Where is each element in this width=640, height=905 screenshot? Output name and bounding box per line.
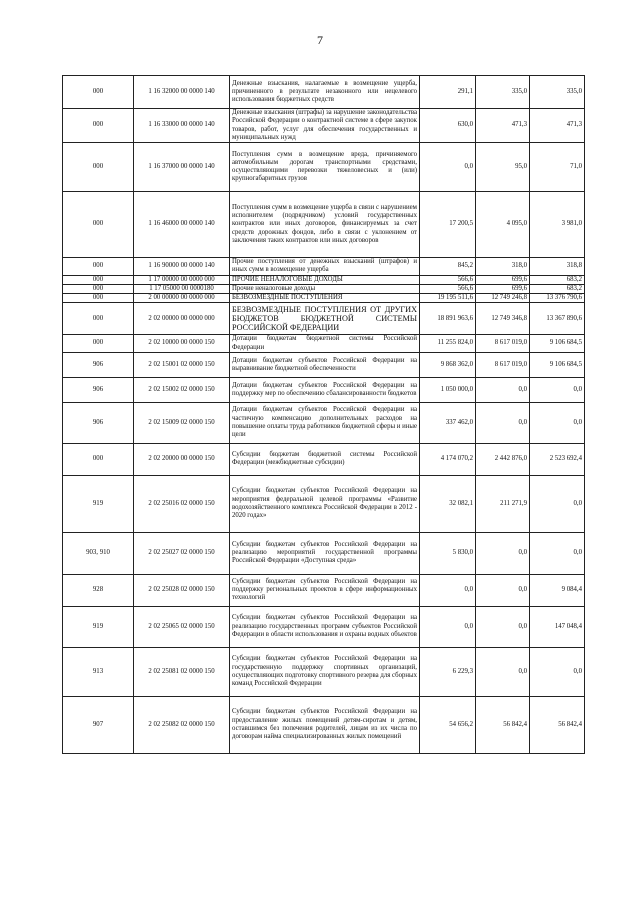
- admin-code-cell: 913: [63, 647, 134, 696]
- amount-year2-cell: 0,0: [476, 647, 530, 696]
- admin-code-cell: 906: [63, 352, 134, 377]
- admin-code-cell: 903, 910: [63, 532, 134, 574]
- classification-code-cell: 1 17 00000 00 0000 000: [134, 275, 230, 284]
- amount-year2-cell: 8 617 019,0: [476, 335, 530, 353]
- classification-code-cell: 2 02 25027 02 0000 150: [134, 532, 230, 574]
- table-row: [63, 275, 585, 284]
- amount-year2-cell: 0,0: [476, 377, 530, 402]
- table-row: [63, 303, 585, 335]
- amount-year2-cell: 4 095,0: [476, 192, 530, 258]
- revenue-name-cell: Субсидии бюджетам субъектов Российской Федерации на реализацию мероприятий государственной программы Российской Федерации «Доступная среда»: [230, 532, 420, 574]
- admin-code-cell: 000: [63, 275, 134, 284]
- admin-code-cell: 000: [63, 284, 134, 293]
- amount-year3-cell: 0,0: [530, 647, 585, 696]
- amount-year3-cell: 9 106 684,5: [530, 352, 585, 377]
- page-number: 7: [317, 33, 323, 47]
- revenue-name-cell: Поступления сумм в возмещение ущерба в связи с нарушением исполнителем (подрядчиком) условий государственных контрактов или иных договоров, финансируемых за счет средств дорожных фондов, либо в связи с уклонением от заключения таких контрактов или иных договоров: [230, 192, 420, 258]
- revenue-name-cell: Денежные взыскания (штрафы) за нарушение законодательства Российской Федерации о контрактной системе в сфере закупок товаров, работ, услуг для обеспечения государственных и муниципальных нужд: [230, 109, 420, 143]
- admin-code-cell: 000: [63, 303, 134, 335]
- classification-code-cell: 2 02 15001 02 0000 150: [134, 352, 230, 377]
- revenue-name-cell: Субсидии бюджетам субъектов Российской Федерации на предоставление жилых помещений детям-сиротам и детям, оставшимся без попечения родителей, лицам из их числа по договорам найма специализированных жилых помещений: [230, 696, 420, 753]
- amount-year1-cell: 566,6: [420, 284, 476, 293]
- revenue-name-cell: Субсидии бюджетам субъектов Российской Федерации на мероприятия федеральной целевой программы «Развитие водохозяйственного комплекса Российской Федерации в 2012 - 2020 годах»: [230, 475, 420, 532]
- admin-code-cell: 907: [63, 696, 134, 753]
- classification-code-cell: 2 02 10000 00 0000 150: [134, 335, 230, 353]
- amount-year3-cell: 0,0: [530, 532, 585, 574]
- amount-year3-cell: 71,0: [530, 143, 585, 192]
- revenue-name-cell: Денежные взыскания, налагаемые в возмещение ущерба, причиненного в результате незаконного или нецелевого использования бюджетных средств: [230, 76, 420, 109]
- amount-year2-cell: 12 749 346,8: [476, 303, 530, 335]
- amount-year1-cell: 0,0: [420, 574, 476, 606]
- table-row: [63, 109, 585, 143]
- amount-year3-cell: 318,8: [530, 258, 585, 276]
- amount-year1-cell: 9 868 362,0: [420, 352, 476, 377]
- admin-code-cell: 906: [63, 402, 134, 443]
- amount-year1-cell: 19 195 511,6: [420, 294, 476, 303]
- amount-year2-cell: 699,6: [476, 284, 530, 293]
- amount-year3-cell: 335,0: [530, 76, 585, 109]
- amount-year3-cell: 9 084,4: [530, 574, 585, 606]
- table-row: [63, 335, 585, 353]
- amount-year3-cell: 2 523 692,4: [530, 443, 585, 475]
- admin-code-cell: 919: [63, 606, 134, 647]
- table-row: [63, 574, 585, 606]
- amount-year3-cell: 0,0: [530, 475, 585, 532]
- amount-year1-cell: 0,0: [420, 606, 476, 647]
- classification-code-cell: 1 16 37000 00 0000 140: [134, 143, 230, 192]
- revenue-name-cell: Субсидии бюджетам субъектов Российской Федерации на реализацию государственных программ субъектов Российской Федерации в области использования и охраны водных объектов: [230, 606, 420, 647]
- amount-year2-cell: 2 442 876,0: [476, 443, 530, 475]
- admin-code-cell: 000: [63, 192, 134, 258]
- table-row: [63, 443, 585, 475]
- amount-year2-cell: 335,0: [476, 76, 530, 109]
- amount-year2-cell: 0,0: [476, 532, 530, 574]
- amount-year1-cell: 32 082,1: [420, 475, 476, 532]
- amount-year2-cell: 318,0: [476, 258, 530, 276]
- admin-code-cell: 000: [63, 109, 134, 143]
- amount-year2-cell: 8 617 019,0: [476, 352, 530, 377]
- admin-code-cell: 919: [63, 475, 134, 532]
- revenue-name-cell: Прочие неналоговые доходы: [230, 284, 420, 293]
- revenue-name-cell: Дотации бюджетам бюджетной системы Российской Федерации: [230, 335, 420, 353]
- classification-code-cell: 1 16 46000 00 0000 140: [134, 192, 230, 258]
- revenue-name-cell: Дотации бюджетам субъектов Российской Федерации на частичную компенсацию дополнительных расходов на повышение оплаты труда работников бюджетной сферы и иные цели: [230, 402, 420, 443]
- revenue-name-cell: Дотации бюджетам субъектов Российской Федерации на выравнивание бюджетной обеспеченности: [230, 352, 420, 377]
- table-row: [63, 76, 585, 109]
- revenue-name-cell: БЕЗВОЗМЕЗДНЫЕ ПОСТУПЛЕНИЯ: [230, 294, 420, 303]
- admin-code-cell: 000: [63, 335, 134, 353]
- table-row: [63, 352, 585, 377]
- amount-year1-cell: 0,0: [420, 143, 476, 192]
- admin-code-cell: 000: [63, 443, 134, 475]
- table-row: [63, 143, 585, 192]
- admin-code-cell: 000: [63, 76, 134, 109]
- admin-code-cell: 000: [63, 143, 134, 192]
- revenue-name-cell: ПРОЧИЕ НЕНАЛОГОВЫЕ ДОХОДЫ: [230, 275, 420, 284]
- amount-year1-cell: 1 050 000,0: [420, 377, 476, 402]
- amount-year1-cell: 54 656,2: [420, 696, 476, 753]
- table-row: [63, 258, 585, 276]
- classification-code-cell: 2 02 00000 00 0000 000: [134, 303, 230, 335]
- classification-code-cell: 2 00 00000 00 0000 000: [134, 294, 230, 303]
- amount-year2-cell: 211 271,9: [476, 475, 530, 532]
- table-body: [63, 76, 585, 754]
- table-row: [63, 606, 585, 647]
- revenue-name-cell: Субсидии бюджетам бюджетной системы Российской Федерации (межбюджетные субсидии): [230, 443, 420, 475]
- amount-year1-cell: 11 255 824,0: [420, 335, 476, 353]
- admin-code-cell: 928: [63, 574, 134, 606]
- amount-year3-cell: 683,2: [530, 284, 585, 293]
- amount-year1-cell: 337 462,0: [420, 402, 476, 443]
- amount-year2-cell: 471,3: [476, 109, 530, 143]
- amount-year1-cell: 566,6: [420, 275, 476, 284]
- amount-year3-cell: 3 981,0: [530, 192, 585, 258]
- table-row: [63, 294, 585, 303]
- classification-code-cell: 2 02 25016 02 0000 150: [134, 475, 230, 532]
- amount-year1-cell: 18 891 963,6: [420, 303, 476, 335]
- amount-year2-cell: 56 842,4: [476, 696, 530, 753]
- table-row: [63, 192, 585, 258]
- table-row: [63, 647, 585, 696]
- revenue-name-cell: БЕЗВОЗМЕЗДНЫЕ ПОСТУПЛЕНИЯ ОТ ДРУГИХ БЮДЖЕТОВ БЮДЖЕТНОЙ СИСТЕМЫ РОССИЙСКОЙ ФЕДЕРАЦИИ: [230, 303, 420, 335]
- table-row: [63, 377, 585, 402]
- amount-year1-cell: 845,2: [420, 258, 476, 276]
- classification-code-cell: 2 02 25065 02 0000 150: [134, 606, 230, 647]
- classification-code-cell: 1 16 90000 00 0000 140: [134, 258, 230, 276]
- amount-year3-cell: 0,0: [530, 377, 585, 402]
- classification-code-cell: 1 16 33000 00 0000 140: [134, 109, 230, 143]
- classification-code-cell: 2 02 15002 02 0000 150: [134, 377, 230, 402]
- amount-year1-cell: 291,1: [420, 76, 476, 109]
- admin-code-cell: 906: [63, 377, 134, 402]
- amount-year1-cell: 6 229,3: [420, 647, 476, 696]
- amount-year2-cell: 95,0: [476, 143, 530, 192]
- amount-year3-cell: 0,0: [530, 402, 585, 443]
- amount-year3-cell: 13 376 790,6: [530, 294, 585, 303]
- amount-year1-cell: 630,0: [420, 109, 476, 143]
- revenue-name-cell: Субсидии бюджетам субъектов Российской Федерации на государственную поддержку спортивных организаций, осуществляющих подготовку спортивного резерва для сборных команд Российской Федерации: [230, 647, 420, 696]
- amount-year2-cell: 0,0: [476, 574, 530, 606]
- classification-code-cell: 2 02 20000 00 0000 150: [134, 443, 230, 475]
- amount-year3-cell: 9 106 684,5: [530, 335, 585, 353]
- table-row: [63, 284, 585, 293]
- amount-year2-cell: 0,0: [476, 606, 530, 647]
- amount-year2-cell: 0,0: [476, 402, 530, 443]
- amount-year1-cell: 4 174 070,2: [420, 443, 476, 475]
- amount-year3-cell: 56 842,4: [530, 696, 585, 753]
- revenue-name-cell: Поступления сумм в возмещение вреда, причиняемого автомобильным дорогам транспортными средствами, осуществляющими перевозки тяжеловесных и (или) крупногабаритных грузов: [230, 143, 420, 192]
- amount-year2-cell: 699,6: [476, 275, 530, 284]
- classification-code-cell: 1 17 05000 00 0000180: [134, 284, 230, 293]
- table-row: [63, 696, 585, 753]
- amount-year3-cell: 147 048,4: [530, 606, 585, 647]
- revenue-name-cell: Дотации бюджетам субъектов Российской Федерации на поддержку мер по обеспечению сбалансированности бюджетов: [230, 377, 420, 402]
- admin-code-cell: 000: [63, 258, 134, 276]
- revenue-name-cell: Субсидии бюджетам субъектов Российской Федерации на поддержку региональных проектов в сфере информационных технологий: [230, 574, 420, 606]
- amount-year1-cell: 5 830,0: [420, 532, 476, 574]
- admin-code-cell: 000: [63, 294, 134, 303]
- amount-year2-cell: 12 749 246,8: [476, 294, 530, 303]
- classification-code-cell: 2 02 15009 02 0000 150: [134, 402, 230, 443]
- table-row: [63, 402, 585, 443]
- classification-code-cell: 1 16 32000 00 0000 140: [134, 76, 230, 109]
- classification-code-cell: 2 02 25082 02 0000 150: [134, 696, 230, 753]
- budget-revenue-table: [62, 75, 585, 754]
- table-row: [63, 475, 585, 532]
- classification-code-cell: 2 02 25028 02 0000 150: [134, 574, 230, 606]
- amount-year3-cell: 13 367 890,6: [530, 303, 585, 335]
- revenue-name-cell: Прочие поступления от денежных взысканий (штрафов) и иных сумм в возмещение ущерба: [230, 258, 420, 276]
- amount-year3-cell: 683,2: [530, 275, 585, 284]
- classification-code-cell: 2 02 25081 02 0000 150: [134, 647, 230, 696]
- table-row: [63, 532, 585, 574]
- amount-year3-cell: 471,3: [530, 109, 585, 143]
- amount-year1-cell: 17 200,5: [420, 192, 476, 258]
